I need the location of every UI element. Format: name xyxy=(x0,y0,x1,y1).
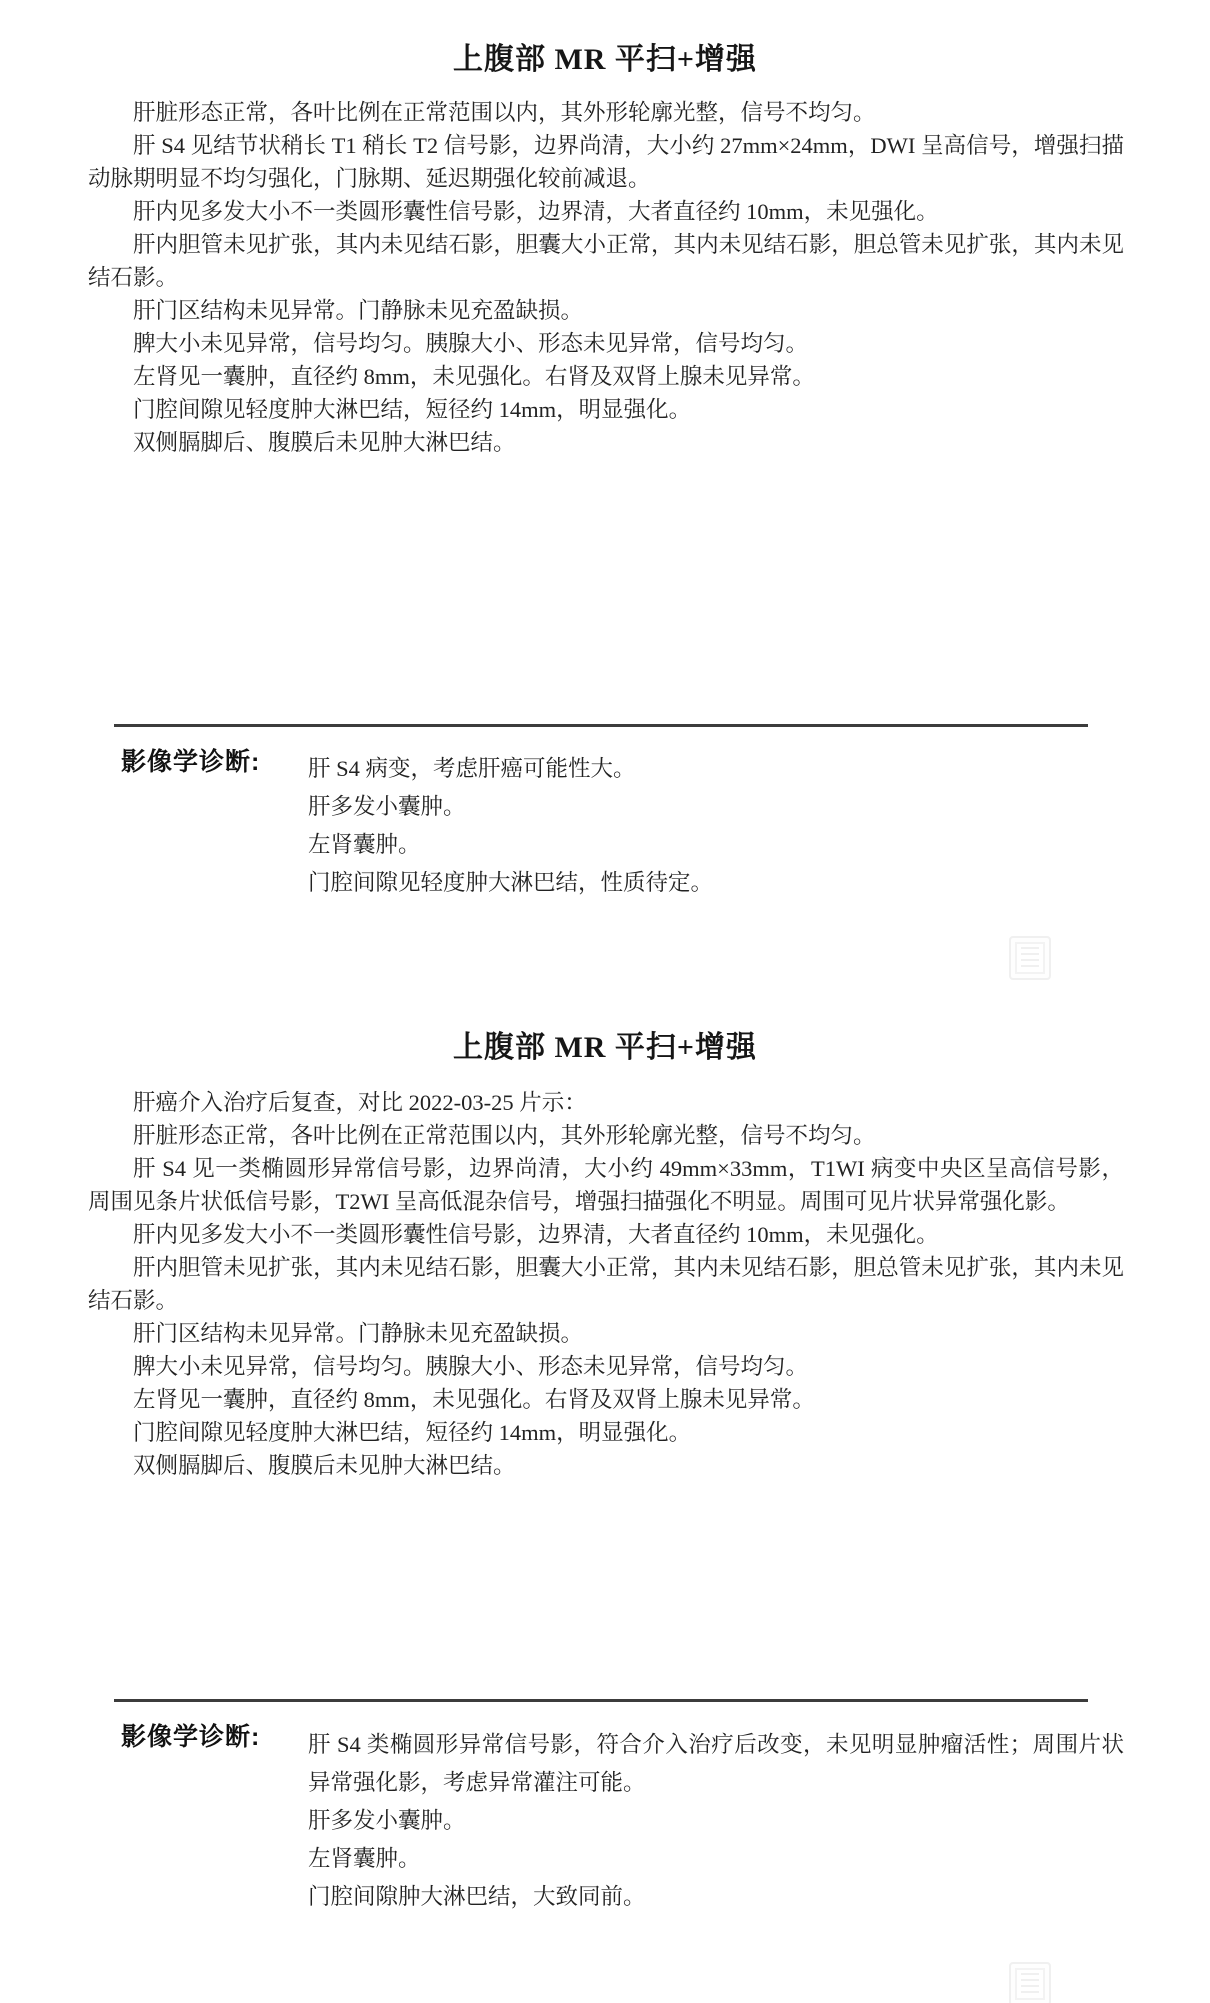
finding-paragraph: 肝内胆管未见扩张，其内未见结石影，胆囊大小正常，其内未见结石影，胆总管未见扩张，其内未见结石影。 xyxy=(88,1255,1124,1313)
finding-paragraph: 门腔间隙见轻度肿大淋巴结，短径约 14mm，明显强化。 xyxy=(133,1420,692,1445)
report-2-findings xyxy=(88,1086,1124,1482)
finding-paragraph: 肝内见多发大小不一类圆形囊性信号影，边界清，大者直径约 10mm，未见强化。 xyxy=(133,199,939,224)
diagnosis-item: 左肾囊肿。 xyxy=(308,1846,421,1871)
finding-paragraph: 左肾见一囊肿，直径约 8mm，未见强化。右肾及双肾上腺未见异常。 xyxy=(133,1387,815,1412)
finding-paragraph: 肝内胆管未见扩张，其内未见结石影，胆囊大小正常，其内未见结石影，胆总管未见扩张，其内未见结石影。 xyxy=(88,232,1124,290)
finding-paragraph: 肝门区结构未见异常。门静脉未见充盈缺损。 xyxy=(133,298,584,323)
finding-paragraph: 肝 S4 见一类椭圆形异常信号影，边界尚清，大小约 49mm×33mm，T1WI 病变中央区呈高信号影，周围见条片状低信号影，T2WI 呈高低混杂信号，增强扫描强化不明显。周围可见片状异常强化影。 xyxy=(88,1156,1124,1214)
faint-seal-watermark xyxy=(1009,936,1051,980)
diagnosis-item: 门腔间隙见轻度肿大淋巴结，性质待定。 xyxy=(308,870,714,895)
report-2-title: 上腹部 MR 平扫+增强 xyxy=(452,1031,758,1064)
finding-paragraph: 肝门区结构未见异常。门静脉未见充盈缺损。 xyxy=(133,1321,584,1346)
diagnosis-divider-rule xyxy=(114,1699,1088,1702)
diagnosis-item: 肝 S4 类椭圆形异常信号影，符合介入治疗后改变，未见明显肿瘤活性；周围片状异常强化影，考虑异常灌注可能。 xyxy=(308,1732,1124,1795)
faint-seal-watermark xyxy=(1009,1962,1051,2003)
finding-paragraph: 肝 S4 见结节状稍长 T1 稍长 T2 信号影，边界尚清，大小约 27mm×24mm，DWI 呈高信号，增强扫描动脉期明显不均匀强化，门脉期、延迟期强化较前减退。 xyxy=(88,133,1124,191)
diagnosis-section-label: 影像学诊断: xyxy=(121,748,261,776)
finding-paragraph: 左肾见一囊肿，直径约 8mm，未见强化。右肾及双肾上腺未见异常。 xyxy=(133,364,815,389)
diagnosis-item: 肝多发小囊肿。 xyxy=(308,794,466,819)
diagnosis-item: 肝多发小囊肿。 xyxy=(308,1808,466,1833)
diagnosis-item: 肝 S4 病变，考虑肝癌可能性大。 xyxy=(308,756,636,781)
finding-paragraph: 门腔间隙见轻度肿大淋巴结，短径约 14mm，明显强化。 xyxy=(133,397,692,422)
report-1-findings xyxy=(88,96,1124,459)
finding-paragraph: 双侧膈脚后、腹膜后未见肿大淋巴结。 xyxy=(133,430,516,455)
finding-paragraph: 脾大小未见异常，信号均匀。胰腺大小、形态未见异常，信号均匀。 xyxy=(133,1354,809,1379)
diagnosis-section-label: 影像学诊断: xyxy=(121,1723,261,1751)
finding-paragraph: 双侧膈脚后、腹膜后未见肿大淋巴结。 xyxy=(133,1453,516,1478)
report-1-title: 上腹部 MR 平扫+增强 xyxy=(452,43,758,76)
finding-paragraph: 肝脏形态正常，各叶比例在正常范围以内，其外形轮廓光整，信号不均匀。 xyxy=(133,100,876,125)
finding-paragraph: 脾大小未见异常，信号均匀。胰腺大小、形态未见异常，信号均匀。 xyxy=(133,331,809,356)
report-2-diagnosis-list xyxy=(308,1726,1124,1916)
diagnosis-divider-rule xyxy=(114,724,1088,727)
finding-paragraph: 肝癌介入治疗后复查，对比 2022-03-25 片示： xyxy=(133,1090,587,1115)
diagnosis-item: 门腔间隙肿大淋巴结，大致同前。 xyxy=(308,1884,646,1909)
finding-paragraph: 肝内见多发大小不一类圆形囊性信号影，边界清，大者直径约 10mm，未见强化。 xyxy=(133,1222,939,1247)
diagnosis-item: 左肾囊肿。 xyxy=(308,832,421,857)
finding-paragraph: 肝脏形态正常，各叶比例在正常范围以内，其外形轮廓光整，信号不均匀。 xyxy=(133,1123,876,1148)
report-1-diagnosis-list xyxy=(308,750,1124,902)
